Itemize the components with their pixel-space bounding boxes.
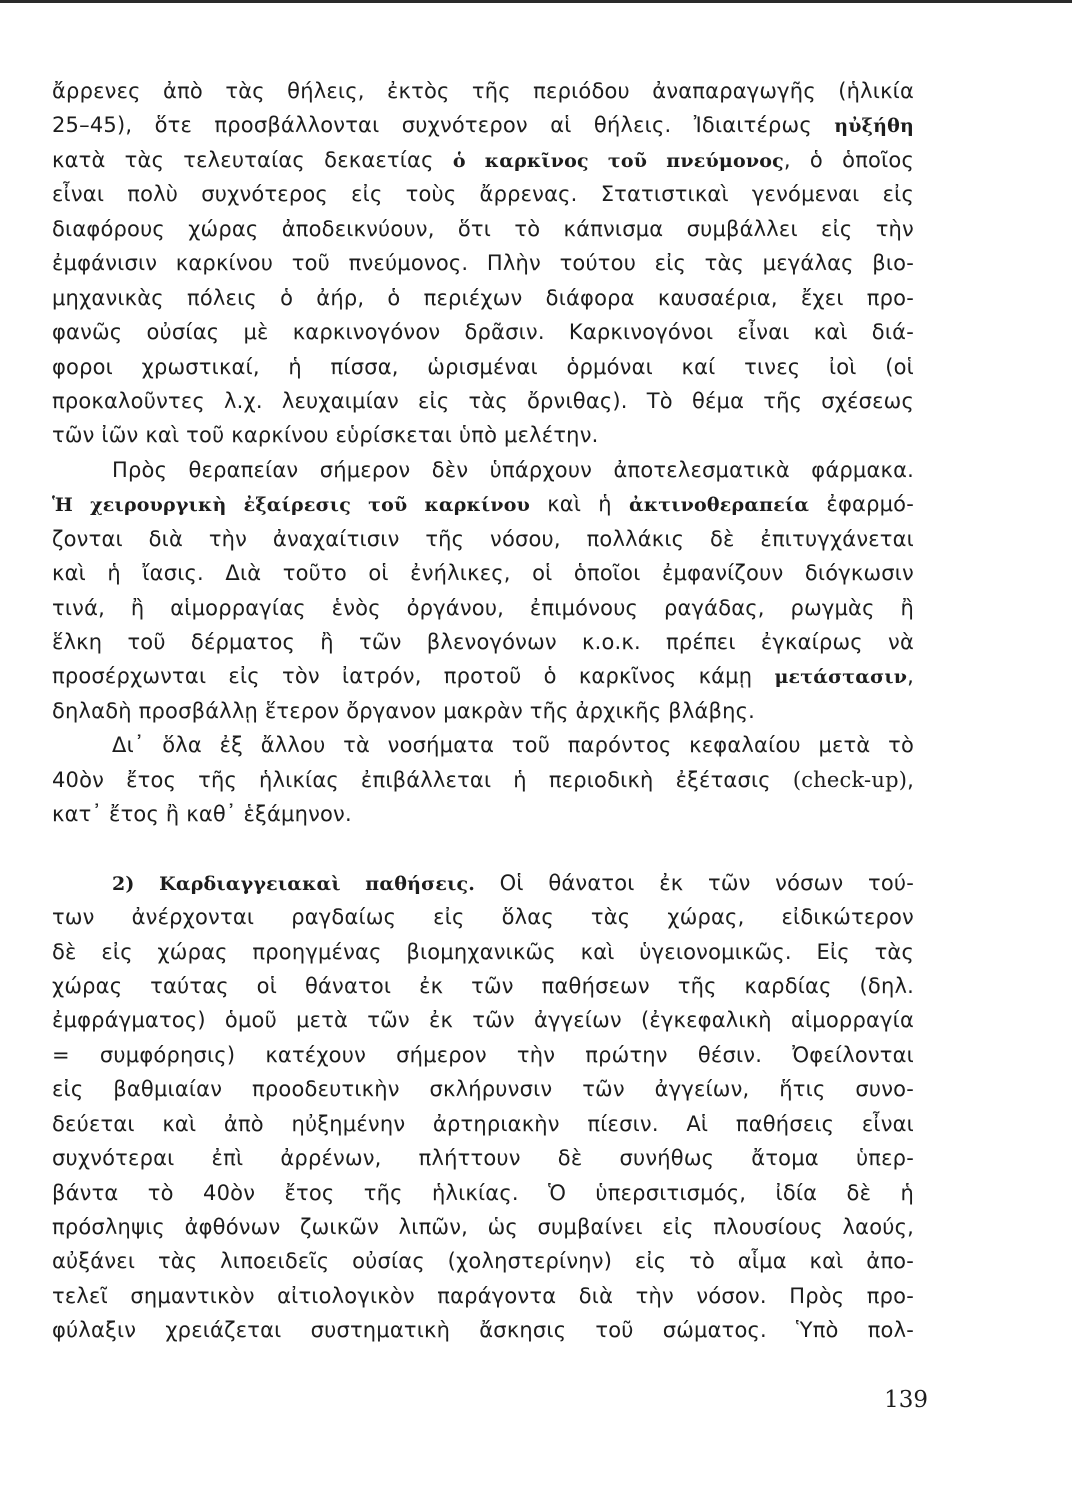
top-edge-rule [0,0,1072,3]
bold-term: 2) Καρδιαγγειακαὶ παθήσεις. [112,872,476,895]
text-run: (check-up) [792,767,908,792]
text-run: καὶ ἡ ἴασις. Διὰ τοῦτο οἱ ἐνήλικες, οἱ ὁποῖοι ἐμφανίζουν διόγκωσιν [52,561,914,586]
bold-term: ηὐξήθη [834,115,914,138]
text-run: κατ᾽ ἔτος ἢ καθ᾽ ἑξάμηνον. [52,802,352,827]
text-run: φύλαξιν χρειάζεται συστηματικὴ ἄσκησις τοῦ σώματος. Ὑπὸ πολ- [52,1318,914,1343]
text-line [52,315,914,349]
text-line [52,281,914,315]
text-line [52,1038,914,1072]
text-line [52,1141,914,1175]
bold-term: μετάστασιν [774,666,908,689]
text-run: καὶ ἡ [530,492,629,517]
text-run: των ἀνέρχονται ραγδαίως εἰς ὅλας τὰς χώρας, εἰδικώτερον [52,905,914,930]
text-run: , [907,767,914,792]
text-line [52,522,914,556]
text-run: ἕλκη τοῦ δέρματος ἢ τῶν βλενογόνων κ.ο.κ. πρέπει ἐγκαίρως νὰ [52,630,914,654]
text-line [52,108,914,142]
text-line [52,453,914,487]
text-line [52,591,914,625]
text-line [52,246,914,280]
text-line [52,212,914,246]
text-line [52,350,914,384]
text-run: μηχανικὰς πόλεις ὁ ἀήρ, ὁ περιέχων διάφορα καυσαέρια, ἔχει προ- [52,285,914,310]
bold-term: ἀκτινοθεραπεία [629,494,810,517]
text-run: , [907,664,914,689]
text-run: εἰς βαθμιαίαν προοδευτικὴν σκλήρυνσιν τῶν ἀγγείων, ἥτις συνο- [52,1077,914,1102]
text-run: εἶναι πολὺ συχνότερος εἰς τοὺς ἄρρενας. Στατιστικαὶ γενόμεναι εἰς [52,182,914,207]
text-run: δηλαδὴ προσβάλλῃ ἕτερον ὄργανον μακρὰν τῆς ἀρχικῆς βλάβης. [52,698,756,723]
text-line [52,1176,914,1210]
text-run: ἐμφάνισιν καρκίνου τοῦ πνεύμονος. Πλὴν τούτου εἰς τὰς μεγάλας βιο- [52,251,914,276]
text-run: προκαλοῦντες λ.χ. λευχαιμίαν εἰς τὰς ὄρνιθας). Τὸ θέμα τῆς σχέσεως [52,388,914,413]
text-run: Οἱ θάνατοι ἐκ τῶν νόσων τού- [475,870,914,895]
text-run: ἐμφράγματος) ὁμοῦ μετὰ τῶν ἐκ τῶν ἀγγείων (ἐγκεφαλικὴ αἱμορραγία [52,1008,914,1033]
text-run: 25–45), ὅτε προσβάλλονται συχνότερον αἱ θήλεις. Ἰδιαιτέρως [52,113,835,138]
bold-term: ὁ καρκῖνος τοῦ πνεύμονος [452,149,784,172]
text-line [52,866,914,900]
text-run: βάντα τὸ 40ὸν ἔτος τῆς ἡλικίας. Ὁ ὑπερσιτισμός, ἰδία δὲ ἡ [52,1180,914,1205]
text-line [52,1003,914,1037]
text-run: φοροι χρωστικαί, ἡ πίσσα, ὡρισμέναι ὁρμόναι καί τινες ἰοὶ (οἱ [52,354,914,379]
text-line [52,1279,914,1313]
text-line [52,694,914,728]
text-line [52,1244,914,1278]
text-line [52,418,914,452]
text-line [52,74,914,108]
text-run: Δι᾽ ὅλα ἐξ ἄλλου τὰ νοσήματα τοῦ παρόντος κεφαλαίου μετὰ τὸ [112,733,914,758]
text-line [52,1072,914,1106]
text-run: χώρας ταύτας οἱ θάνατοι ἐκ τῶν παθήσεων τῆς καρδίας (δηλ. [52,973,914,998]
text-run: τῶν ἰῶν καὶ τοῦ καρκίνου εὑρίσκεται ὑπὸ μελέτην. [52,423,599,448]
text-line [52,625,914,659]
text-line [52,728,914,762]
text-run: Πρὸς θεραπείαν σήμερον δὲν ὑπάρχουν ἀποτελεσματικὰ φάρμακα. [112,457,914,482]
text-line [52,935,914,969]
text-line [52,177,914,211]
paragraph-gap [52,832,914,866]
text-line [52,763,914,797]
text-run: ἐφαρμό- [809,492,914,517]
text-line [52,384,914,418]
text-run: διαφόρους χώρας ἀποδεικνύουν, ὅτι τὸ κάπνισμα συμβάλλει εἰς τὴν [52,216,914,241]
text-run: = συμφόρησις) κατέχουν σήμερον τὴν πρώτην θέσιν. Ὀφείλονται [52,1042,914,1067]
text-run: κατὰ τὰς τελευταίας δεκαετίας [52,147,453,172]
text-run: δεύεται καὶ ἀπὸ ηὐξημένην ἀρτηριακὴν πίεσιν. Αἱ παθήσεις εἶναι [52,1111,914,1136]
text-run: αὐξάνει τὰς λιποειδεῖς οὐσίας (χοληστερίνην) εἰς τὸ αἷμα καὶ ἀπο- [52,1249,914,1274]
text-line [52,487,914,521]
page-number: 139 [884,1387,928,1413]
text-run: τινά, ἢ αἱμορραγίας ἑνὸς ὀργάνου, ἐπιμόνους ραγάδας, ρωγμὰς ἢ [52,595,914,620]
text-line [52,1107,914,1141]
text-line [52,797,914,831]
text-line [52,900,914,934]
text-line [52,969,914,1003]
text-line [52,556,914,590]
text-line [52,1210,914,1244]
text-line [52,143,914,177]
text-line [52,659,914,693]
text-run: τελεῖ σημαντικὸν αἰτιολογικὸν παράγοντα διὰ τὴν νόσον. Πρὸς προ- [52,1283,914,1308]
text-run: δὲ εἰς χώρας προηγμένας βιομηχανικῶς καὶ ὑγειονομικῶς. Εἰς τὰς [52,939,914,964]
text-line [52,1313,914,1347]
text-run: 40ὸν ἔτος τῆς ἡλικίας ἐπιβάλλεται ἡ περιοδικὴ ἐξέτασις [52,767,793,792]
text-run: συχνότεραι ἐπὶ ἀρρένων, πλήττουν δὲ συνήθως ἄτομα ὑπερ- [52,1146,914,1171]
text-run: πρόσληψις ἀφθόνων ζωικῶν λιπῶν, ὡς συμβαίνει εἰς πλουσίους λαούς, [52,1215,914,1239]
body-text [52,74,914,1348]
text-run: προσέρχωνται εἰς τὸν ἰατρόν, προτοῦ ὁ καρκῖνος κάμῃ [52,664,775,689]
text-run: ζονται διὰ τὴν ἀναχαίτισιν τῆς νόσου, πολλάκις δὲ ἐπιτυγχάνεται [52,526,914,551]
text-run: φανῶς οὐσίας μὲ καρκινογόνον δρᾶσιν. Καρκινογόνοι εἶναι καὶ διά- [52,320,914,345]
text-run: ἄρρενες ἀπὸ τὰς θήλεις, ἐκτὸς τῆς περιόδου ἀναπαραγωγῆς (ἡλικία [52,79,914,103]
bold-term: Ἡ χειρουργικὴ ἐξαίρεσις τοῦ καρκίνου [52,494,531,517]
text-run: , ὁ ὁποῖος [783,147,914,172]
